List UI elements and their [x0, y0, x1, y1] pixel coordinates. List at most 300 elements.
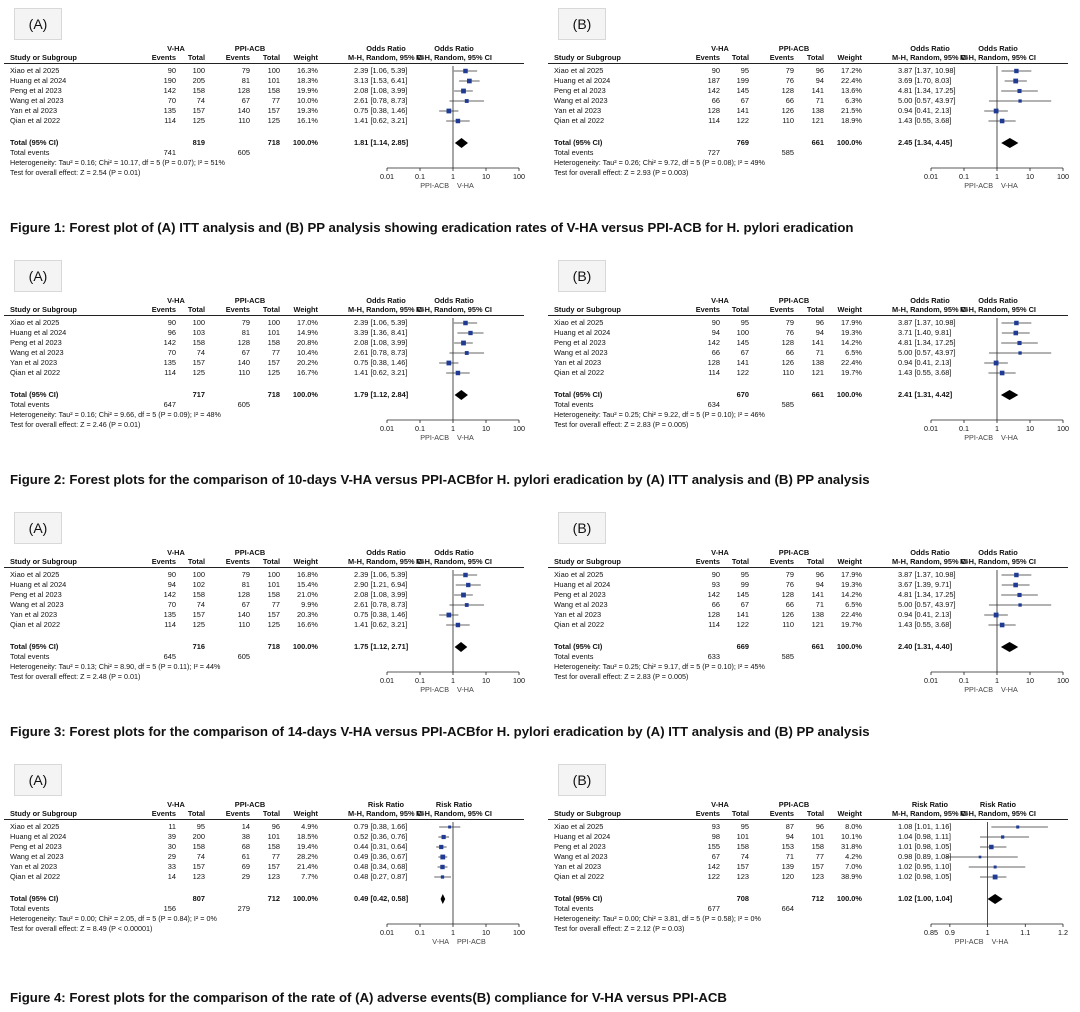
- total-v-ha: 145: [736, 590, 749, 599]
- study-name: Wang et al 2023: [554, 96, 608, 105]
- panel-label: (A): [14, 8, 62, 40]
- total-ppi-acb: 71: [815, 348, 824, 357]
- forest-plot-panel: [4, 764, 532, 969]
- weight: 9.9%: [301, 600, 318, 609]
- weight: 8.0%: [845, 822, 862, 831]
- favours-right-label: V-HA: [457, 685, 474, 694]
- weight: 19.7%: [841, 368, 862, 377]
- effect-ci: 3.87 [1.37, 10.98]: [898, 318, 956, 327]
- total-events-label: Total events: [10, 652, 50, 661]
- effect-ci: 0.98 [0.89, 1.08]: [898, 852, 952, 861]
- plot-method-header: M-H, Random, 95% CI: [416, 557, 492, 566]
- forest-plot-panel: [548, 764, 1076, 969]
- study-marker: [1018, 603, 1021, 606]
- effect-ci: 1.04 [0.98, 1.11]: [898, 832, 951, 841]
- events-ppi-acb: 140: [237, 106, 250, 115]
- study-name: Qian et al 2022: [10, 116, 61, 125]
- events-v-ha: 114: [164, 368, 176, 377]
- events-v-ha: 66: [711, 96, 720, 105]
- events-header-2: Events: [769, 305, 794, 314]
- total-header-2: Total: [806, 305, 824, 314]
- weight: 7.0%: [845, 862, 862, 871]
- total-ppi-acb: 157: [267, 862, 280, 871]
- panel-label: (B): [558, 260, 606, 292]
- total-header-2: Total: [806, 809, 824, 818]
- weight: 17.9%: [841, 318, 862, 327]
- weight: 38.9%: [841, 872, 862, 881]
- total-v-ha: 200: [192, 832, 205, 841]
- events-ppi-acb: 79: [241, 66, 250, 75]
- study-marker: [447, 109, 452, 114]
- effect-ci: 2.08 [1.08, 3.99]: [354, 590, 408, 599]
- effect-ci: 3.69 [1.70, 8.03]: [898, 76, 952, 85]
- effect-ci: 3.87 [1.37, 10.98]: [898, 570, 956, 579]
- study-name: Wang et al 2023: [10, 600, 64, 609]
- favours-left-label: PPI-ACB: [964, 685, 993, 694]
- events-header-1: Events: [151, 53, 176, 62]
- summary-diamond: [441, 894, 446, 904]
- total-events-label: Total events: [554, 148, 594, 157]
- study-name: Qian et al 2022: [10, 368, 61, 377]
- study-name: Huang et al 2024: [554, 832, 611, 841]
- total-header-1: Total: [187, 809, 205, 818]
- events-header-2: Events: [769, 557, 794, 566]
- group1-header: V-HA: [711, 296, 729, 305]
- x-tick-label: 1.1: [1020, 928, 1031, 937]
- study-marker: [461, 89, 466, 94]
- study-marker: [463, 321, 467, 325]
- x-tick-label: 10: [482, 172, 490, 181]
- events-ppi-acb: 81: [241, 580, 250, 589]
- total-v-ha: 74: [196, 96, 205, 105]
- study-name: Qian et al 2022: [10, 620, 61, 629]
- weight: 19.3%: [297, 106, 318, 115]
- forest-plot: [379, 316, 529, 444]
- weight: 19.3%: [841, 580, 862, 589]
- events-ppi-acb: 110: [782, 368, 794, 377]
- group2-header: PPI-ACB: [234, 296, 266, 305]
- events-v-ha: 70: [167, 600, 176, 609]
- study-name: Xiao et al 2025: [10, 822, 60, 831]
- overall-effect-text: Test for overall effect: Z = 2.12 (P = 0.03): [554, 924, 685, 933]
- total-events-ppi-acb: 279: [237, 904, 250, 913]
- study-name: Huang et al 2024: [554, 328, 611, 337]
- total-events-v-ha: 741: [163, 148, 176, 157]
- group1-header: V-HA: [167, 296, 185, 305]
- method-header: M-H, Random, 95% CI: [892, 557, 968, 566]
- x-tick-label: 1: [451, 424, 455, 433]
- study-name: Peng et al 2023: [554, 86, 606, 95]
- total-v-ha: 102: [192, 580, 205, 589]
- weight: 19.7%: [841, 620, 862, 629]
- total-v-ha: 158: [192, 590, 205, 599]
- x-tick-label: 1: [451, 928, 455, 937]
- events-header-2: Events: [769, 53, 794, 62]
- favours-right-label: V-HA: [991, 937, 1009, 946]
- weight: 18.9%: [841, 116, 862, 125]
- figure-caption: Figure 4: Forest plots for the comparison of the rate of (A) adverse events(B) compliance for V-HA versus PPI-ACB: [10, 990, 727, 1005]
- total-events-ppi-acb: 605: [237, 652, 250, 661]
- events-ppi-acb: 128: [237, 86, 250, 95]
- total-ppi-acb: 718: [267, 390, 280, 399]
- total-v-ha: 74: [196, 600, 205, 609]
- events-ppi-acb: 128: [781, 590, 794, 599]
- total-ppi-acb: 96: [815, 822, 824, 831]
- measure-header: Odds Ratio: [366, 548, 406, 557]
- total-ppi-acb: 71: [815, 600, 824, 609]
- weight: 20.3%: [297, 610, 318, 619]
- weight: 16.7%: [297, 368, 318, 377]
- study-name: Xiao et al 2025: [554, 318, 604, 327]
- x-tick-label: 10: [1026, 424, 1034, 433]
- events-ppi-acb: 61: [241, 852, 250, 861]
- weight: 22.4%: [841, 358, 862, 367]
- x-tick-label: 1: [995, 172, 999, 181]
- events-header-1: Events: [695, 305, 720, 314]
- total-ppi-acb: 121: [811, 116, 824, 125]
- panel-label: (A): [14, 764, 62, 796]
- total-v-ha: 74: [740, 852, 749, 861]
- total-ppi-acb: 123: [267, 872, 280, 881]
- favours-left-label: PPI-ACB: [420, 181, 449, 190]
- weight: 22.4%: [841, 610, 862, 619]
- total-events-v-ha: 633: [707, 652, 720, 661]
- total-v-ha: 157: [192, 358, 205, 367]
- forest-plot-panel: [548, 512, 1076, 717]
- effect-ci: 2.08 [1.08, 3.99]: [354, 338, 408, 347]
- total-ppi-acb: 77: [271, 600, 280, 609]
- x-tick-label: 10: [482, 928, 490, 937]
- study-name: Yan et al 2023: [10, 862, 58, 871]
- events-ppi-acb: 128: [781, 86, 794, 95]
- total-ppi-acb: 157: [267, 106, 280, 115]
- effect-ci: 3.39 [1.36, 8.41]: [354, 328, 408, 337]
- total-events-label: Total events: [10, 148, 50, 157]
- forest-plot: [923, 316, 1073, 444]
- weight-header: Weight: [837, 809, 862, 818]
- heterogeneity-text: Heterogeneity: Tau² = 0.25; Chi² = 9.22, df = 5 (P = 0.10); I² = 46%: [554, 410, 765, 419]
- effect-ci: 1.41 [0.62, 3.21]: [354, 620, 408, 629]
- total-effect-ci: 2.45 [1.34, 4.45]: [898, 138, 953, 147]
- events-v-ha: 128: [707, 106, 720, 115]
- weight-header: Weight: [293, 305, 318, 314]
- weight: 21.5%: [841, 106, 862, 115]
- total-events-v-ha: 634: [707, 400, 720, 409]
- effect-ci: 5.00 [0.57, 43.97]: [898, 348, 956, 357]
- total-ppi-acb: 125: [267, 368, 280, 377]
- x-tick-label: 100: [513, 676, 525, 685]
- favours-left-label: PPI-ACB: [964, 181, 993, 190]
- forest-plot: [379, 568, 529, 696]
- weight: 13.6%: [841, 86, 862, 95]
- effect-ci: 3.87 [1.37, 10.98]: [898, 66, 956, 75]
- events-v-ha: 114: [708, 620, 720, 629]
- forest-plot-panel: [4, 260, 532, 465]
- study-marker: [466, 583, 470, 587]
- plot-measure-header: Odds Ratio: [434, 296, 474, 305]
- weight: 14.9%: [297, 328, 318, 337]
- plot-measure-header: Odds Ratio: [978, 44, 1018, 53]
- total-v-ha: 158: [192, 842, 205, 851]
- weight: 21.0%: [297, 590, 318, 599]
- events-v-ha: 98: [711, 832, 720, 841]
- events-v-ha: 142: [707, 862, 720, 871]
- effect-ci: 2.61 [0.78, 8.73]: [354, 600, 408, 609]
- measure-header: Odds Ratio: [910, 548, 950, 557]
- total-events-v-ha: 677: [707, 904, 720, 913]
- effect-ci: 0.94 [0.41, 2.13]: [898, 358, 952, 367]
- study-marker: [467, 79, 472, 84]
- total-effect-ci: 2.41 [1.31, 4.42]: [898, 390, 953, 399]
- total-ppi-acb: 661: [811, 642, 824, 651]
- favours-left-label: PPI-ACB: [954, 937, 984, 946]
- group2-header: PPI-ACB: [234, 44, 266, 53]
- weight: 22.4%: [841, 76, 862, 85]
- total-events-v-ha: 647: [163, 400, 176, 409]
- study-column-header: Study or Subgroup: [554, 557, 621, 566]
- total-v-ha: 145: [736, 338, 749, 347]
- plot-measure-header: Risk Ratio: [435, 800, 473, 809]
- events-v-ha: 142: [707, 338, 720, 347]
- total-v-ha: 95: [740, 570, 749, 579]
- total-events-ppi-acb: 585: [781, 400, 794, 409]
- total-label: Total (95% CI): [10, 390, 59, 399]
- total-v-ha: 670: [736, 390, 749, 399]
- group2-header: PPI-ACB: [778, 296, 810, 305]
- favours-right-label: PPI-ACB: [457, 937, 486, 946]
- events-v-ha: 93: [711, 822, 720, 831]
- plot-measure-header: Risk Ratio: [979, 800, 1017, 809]
- total-effect-ci: 1.75 [1.12, 2.71]: [354, 642, 409, 651]
- events-v-ha: 155: [707, 842, 720, 851]
- summary-diamond: [1001, 642, 1018, 652]
- plot-method-header: M-H, Random, 95% CI: [416, 53, 492, 62]
- total-header-2: Total: [262, 557, 280, 566]
- heterogeneity-text: Heterogeneity: Tau² = 0.00; Chi² = 2.05, df = 5 (P = 0.84); I² = 0%: [10, 914, 217, 923]
- study-marker: [468, 331, 472, 335]
- effect-ci: 4.81 [1.34, 17.25]: [898, 590, 956, 599]
- total-header-1: Total: [731, 305, 749, 314]
- plot-method-header: M-H, Random, 95% CI: [960, 809, 1036, 818]
- heterogeneity-text: Heterogeneity: Tau² = 0.25; Chi² = 9.17, df = 5 (P = 0.10); I² = 45%: [554, 662, 765, 671]
- total-v-ha: 125: [192, 368, 205, 377]
- events-ppi-acb: 153: [781, 842, 794, 851]
- events-v-ha: 30: [167, 842, 176, 851]
- figure-caption: Figure 2: Forest plots for the comparison of 10-days V-HA versus PPI-ACBfor H. pylori eradication by (A) ITT analysis and (B) PP analysis: [10, 472, 870, 487]
- figure-caption: Figure 1: Forest plot of (A) ITT analysis and (B) PP analysis showing eradication rates of V-HA versus PPI-ACB for H. pylori eradication: [10, 220, 854, 235]
- effect-ci: 1.43 [0.55, 3.68]: [898, 620, 952, 629]
- total-ppi-acb: 101: [267, 328, 280, 337]
- total-weight: 100.0%: [292, 894, 318, 903]
- x-tick-label: 1: [995, 676, 999, 685]
- total-ppi-acb: 77: [815, 852, 824, 861]
- summary-diamond: [455, 138, 468, 148]
- events-ppi-acb: 66: [785, 348, 794, 357]
- study-marker: [448, 826, 451, 829]
- study-marker: [1014, 69, 1018, 73]
- total-label: Total (95% CI): [10, 642, 59, 651]
- x-tick-label: 1: [451, 172, 455, 181]
- overall-effect-text: Test for overall effect: Z = 2.83 (P = 0.005): [554, 672, 689, 681]
- effect-ci: 2.90 [1.21, 6.94]: [354, 580, 408, 589]
- study-marker: [440, 855, 445, 860]
- study-marker: [1014, 331, 1019, 336]
- weight: 31.8%: [841, 842, 862, 851]
- events-v-ha: 122: [707, 872, 720, 881]
- events-v-ha: 70: [167, 96, 176, 105]
- events-v-ha: 135: [163, 106, 176, 115]
- total-header-2: Total: [262, 305, 280, 314]
- events-v-ha: 11: [168, 822, 176, 831]
- study-name: Yan et al 2023: [10, 610, 58, 619]
- total-v-ha: 100: [192, 66, 205, 75]
- effect-ci: 1.02 [0.98, 1.05]: [898, 872, 952, 881]
- weight: 19.3%: [841, 328, 862, 337]
- weight: 10.4%: [297, 348, 318, 357]
- summary-diamond: [455, 390, 468, 400]
- study-marker: [440, 865, 444, 869]
- events-header-2: Events: [769, 809, 794, 818]
- total-events-label: Total events: [554, 652, 594, 661]
- favours-right-label: V-HA: [1001, 685, 1018, 694]
- study-marker: [465, 603, 469, 607]
- events-ppi-acb: 67: [241, 348, 250, 357]
- total-v-ha: 157: [192, 862, 205, 871]
- x-tick-label: 0.01: [924, 424, 938, 433]
- events-v-ha: 114: [708, 116, 720, 125]
- events-header-1: Events: [151, 305, 176, 314]
- summary-diamond: [1001, 390, 1018, 400]
- events-v-ha: 142: [163, 86, 176, 95]
- study-column-header: Study or Subgroup: [10, 557, 77, 566]
- study-marker: [447, 361, 452, 366]
- study-column-header: Study or Subgroup: [554, 305, 621, 314]
- total-ppi-acb: 718: [267, 642, 280, 651]
- total-v-ha: 101: [736, 832, 749, 841]
- overall-effect-text: Test for overall effect: Z = 2.93 (P = 0.003): [554, 168, 689, 177]
- overall-effect-text: Test for overall effect: Z = 2.48 (P = 0.01): [10, 672, 141, 681]
- total-ppi-acb: 712: [267, 894, 280, 903]
- x-tick-label: 100: [1057, 424, 1069, 433]
- total-ppi-acb: 101: [267, 76, 280, 85]
- total-header-1: Total: [187, 557, 205, 566]
- events-v-ha: 39: [167, 832, 176, 841]
- study-name: Xiao et al 2025: [554, 570, 604, 579]
- summary-diamond: [1001, 138, 1018, 148]
- heterogeneity-text: Heterogeneity: Tau² = 0.26; Chi² = 9.72, df = 5 (P = 0.08); I² = 49%: [554, 158, 765, 167]
- forest-plot: [923, 820, 1073, 948]
- total-weight: 100.0%: [836, 390, 862, 399]
- method-header: M-H, Random, 95% CI: [348, 305, 424, 314]
- events-ppi-acb: 67: [241, 96, 250, 105]
- x-tick-label: 0.01: [924, 172, 938, 181]
- study-marker: [1013, 79, 1018, 84]
- total-events-label: Total events: [10, 400, 50, 409]
- x-tick-label: 0.1: [415, 676, 425, 685]
- effect-ci: 1.41 [0.62, 3.21]: [354, 368, 408, 377]
- total-header-1: Total: [731, 809, 749, 818]
- total-v-ha: 819: [192, 138, 205, 147]
- panel-label: (A): [14, 512, 62, 544]
- events-ppi-acb: 126: [781, 106, 794, 115]
- measure-header: Odds Ratio: [366, 44, 406, 53]
- group2-header: PPI-ACB: [234, 548, 266, 557]
- total-v-ha: 122: [736, 368, 749, 377]
- study-marker: [461, 341, 466, 346]
- group2-header: PPI-ACB: [778, 44, 810, 53]
- events-v-ha: 96: [167, 328, 176, 337]
- heterogeneity-text: Heterogeneity: Tau² = 0.13; Chi² = 8.90, df = 5 (P = 0.11); I² = 44%: [10, 662, 221, 671]
- study-marker: [1000, 119, 1005, 124]
- study-marker: [1013, 583, 1018, 588]
- plot-method-header: M-H, Random, 95% CI: [960, 53, 1036, 62]
- study-marker: [1018, 351, 1021, 354]
- total-ppi-acb: 94: [815, 328, 824, 337]
- total-events-ppi-acb: 585: [781, 148, 794, 157]
- x-tick-label: 10: [482, 424, 490, 433]
- events-ppi-acb: 71: [785, 852, 794, 861]
- forest-plot: [379, 820, 529, 948]
- total-effect-ci: 1.79 [1.12, 2.84]: [354, 390, 409, 399]
- study-name: Xiao et al 2025: [554, 66, 604, 75]
- study-marker: [1014, 573, 1018, 577]
- study-name: Yan et al 2023: [554, 106, 602, 115]
- study-marker: [994, 109, 999, 114]
- x-tick-label: 10: [1026, 172, 1034, 181]
- total-v-ha: 67: [740, 96, 749, 105]
- study-marker: [463, 69, 467, 73]
- method-header: M-H, Random, 95% CI: [348, 557, 424, 566]
- events-v-ha: 128: [707, 610, 720, 619]
- weight: 14.2%: [841, 338, 862, 347]
- group2-header: PPI-ACB: [778, 800, 810, 809]
- total-ppi-acb: 138: [811, 358, 824, 367]
- total-label: Total (95% CI): [554, 138, 603, 147]
- total-ppi-acb: 141: [811, 86, 824, 95]
- study-marker: [1017, 341, 1021, 345]
- total-weight: 100.0%: [836, 894, 862, 903]
- events-ppi-acb: 81: [241, 76, 250, 85]
- study-name: Yan et al 2023: [554, 358, 602, 367]
- weight: 6.5%: [845, 600, 862, 609]
- effect-ci: 1.01 [0.98, 1.05]: [898, 842, 952, 851]
- total-label: Total (95% CI): [554, 642, 603, 651]
- total-v-ha: 100: [736, 328, 749, 337]
- favours-right-label: V-HA: [1001, 181, 1018, 190]
- study-name: Qian et al 2022: [554, 368, 605, 377]
- x-tick-label: 0.1: [959, 676, 969, 685]
- total-v-ha: 158: [736, 842, 749, 851]
- events-v-ha: 142: [707, 590, 720, 599]
- study-name: Yan et al 2023: [10, 358, 58, 367]
- events-ppi-acb: 110: [238, 620, 250, 629]
- events-ppi-acb: 29: [241, 872, 250, 881]
- events-v-ha: 33: [167, 862, 176, 871]
- total-v-ha: 157: [192, 610, 205, 619]
- events-ppi-acb: 110: [782, 620, 794, 629]
- total-header-1: Total: [731, 53, 749, 62]
- total-ppi-acb: 718: [267, 138, 280, 147]
- events-v-ha: 67: [711, 852, 720, 861]
- events-header-1: Events: [695, 557, 720, 566]
- events-ppi-acb: 69: [241, 862, 250, 871]
- total-ppi-acb: 138: [811, 106, 824, 115]
- weight: 15.4%: [297, 580, 318, 589]
- study-marker: [456, 371, 460, 375]
- favours-right-label: V-HA: [457, 181, 474, 190]
- total-events-ppi-acb: 605: [237, 148, 250, 157]
- x-tick-label: 0.1: [415, 928, 425, 937]
